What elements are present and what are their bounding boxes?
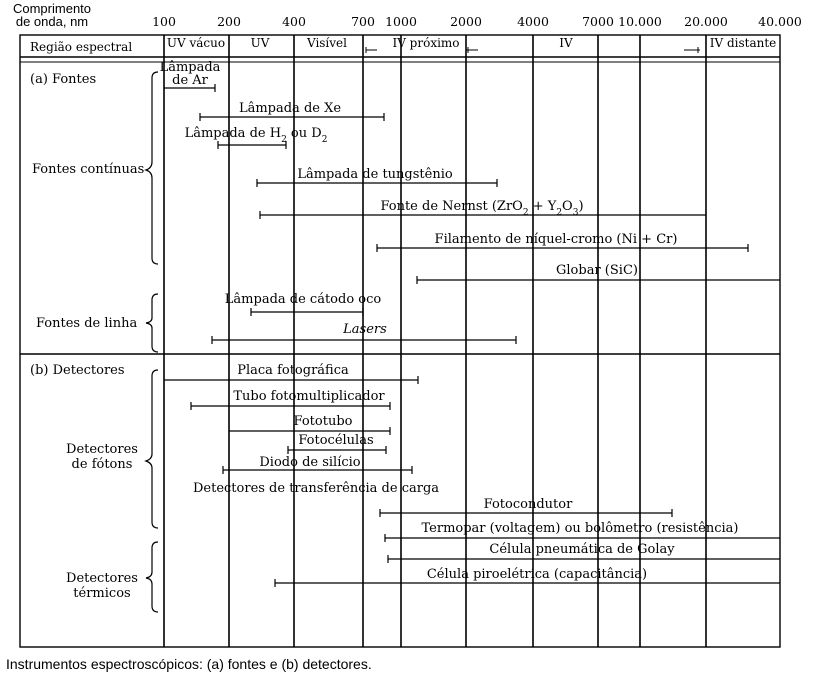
label-thermocouple: Termopar (voltagem) ou bolômetro (resistência) bbox=[421, 521, 739, 536]
photon-detectors-label-2: de fótons bbox=[71, 457, 133, 472]
label-silicon-diode: Diodo de silício bbox=[259, 455, 361, 470]
label-globar: Globar (SiC) bbox=[556, 263, 638, 278]
group-braces bbox=[146, 72, 158, 612]
bar-labels bbox=[160, 60, 739, 582]
thermal-detectors-label-2: térmicos bbox=[73, 586, 131, 601]
wavelength-title-line2: de onda, nm bbox=[15, 14, 89, 29]
tick-10000: 10.000 bbox=[618, 14, 662, 29]
label-argon-1: Lâmpada bbox=[159, 60, 221, 75]
label-phototube: Fototubo bbox=[293, 414, 353, 429]
label-photoconductor: Fotocondutor bbox=[483, 497, 573, 512]
detectors-section-title: (b) Detectores bbox=[30, 363, 125, 378]
bar-hollow-cathode bbox=[251, 308, 363, 316]
tick-7000: 7000 bbox=[582, 14, 614, 29]
tick-4000: 4000 bbox=[517, 14, 549, 29]
label-hydrogen: Lâmpada de $H_2$ ou $D_2$ bbox=[184, 126, 328, 145]
bar-lasers bbox=[212, 336, 516, 344]
region-row-label: Região espectral bbox=[30, 40, 133, 54]
region-near-ir: IV próximo bbox=[392, 36, 460, 50]
label-xenon: Lâmpada de Xe bbox=[238, 101, 342, 116]
region-visible: Visível bbox=[306, 36, 348, 50]
label-lasers: Lasers bbox=[343, 322, 387, 337]
label-tungsten: Lâmpada de tungstênio bbox=[297, 167, 453, 182]
sources-section-title: (a) Fontes bbox=[30, 72, 97, 87]
figure-caption: Instrumentos espectroscópicos: (a) fontes e (b) detectores. bbox=[6, 656, 372, 672]
brace-photon bbox=[146, 370, 158, 528]
tick-20000: 20.000 bbox=[684, 14, 728, 29]
tick-700: 700 bbox=[351, 14, 375, 29]
region-uv: UV bbox=[250, 36, 270, 50]
brace-thermal bbox=[146, 542, 158, 612]
tick-100: 100 bbox=[152, 14, 176, 29]
photon-detectors-label-1: Detectores bbox=[66, 442, 138, 457]
label-photo-plate: Placa fotográfica bbox=[237, 363, 349, 378]
tick-2000: 2000 bbox=[450, 14, 482, 29]
region-uv-vacuum: UV vácuo bbox=[166, 36, 226, 50]
region-far-ir: IV distante bbox=[709, 36, 777, 50]
axis-ticks bbox=[152, 14, 802, 29]
label-nichrome: Filamento de níquel-cromo (Ni + Cr) bbox=[434, 232, 678, 247]
label-hollow-cathode: Lâmpada de cátodo oco bbox=[224, 292, 382, 307]
continuous-sources-label: Fontes contínuas bbox=[32, 162, 145, 177]
wavelength-title-line1: Comprimento bbox=[12, 1, 92, 16]
region-ir: IV bbox=[559, 36, 573, 50]
label-pyroelectric: Célula piroelétrica (capacitância) bbox=[426, 567, 648, 582]
tick-40000: 40.000 bbox=[758, 14, 802, 29]
range-bars bbox=[164, 84, 780, 587]
label-nernst: Fonte de Nernst $(ZrO_2 + Y_2O_3)$ bbox=[380, 199, 584, 218]
brace-line bbox=[146, 294, 158, 352]
tick-200: 200 bbox=[217, 14, 241, 29]
label-golay: Célula pneumática de Golay bbox=[489, 542, 675, 557]
label-photocell: Fotocélulas bbox=[298, 433, 374, 448]
label-ccd: Detectores de transferência de carga bbox=[192, 481, 440, 496]
brace-continuous bbox=[146, 72, 158, 264]
label-argon-2: de Ar bbox=[172, 73, 208, 88]
tick-1000: 1000 bbox=[385, 14, 417, 29]
region-header-row bbox=[30, 36, 776, 54]
thermal-detectors-label-1: Detectores bbox=[66, 571, 138, 586]
line-sources-label: Fontes de linha bbox=[36, 316, 138, 331]
label-pmt: Tubo fotomultiplicador bbox=[233, 389, 385, 404]
tick-400: 400 bbox=[282, 14, 306, 29]
